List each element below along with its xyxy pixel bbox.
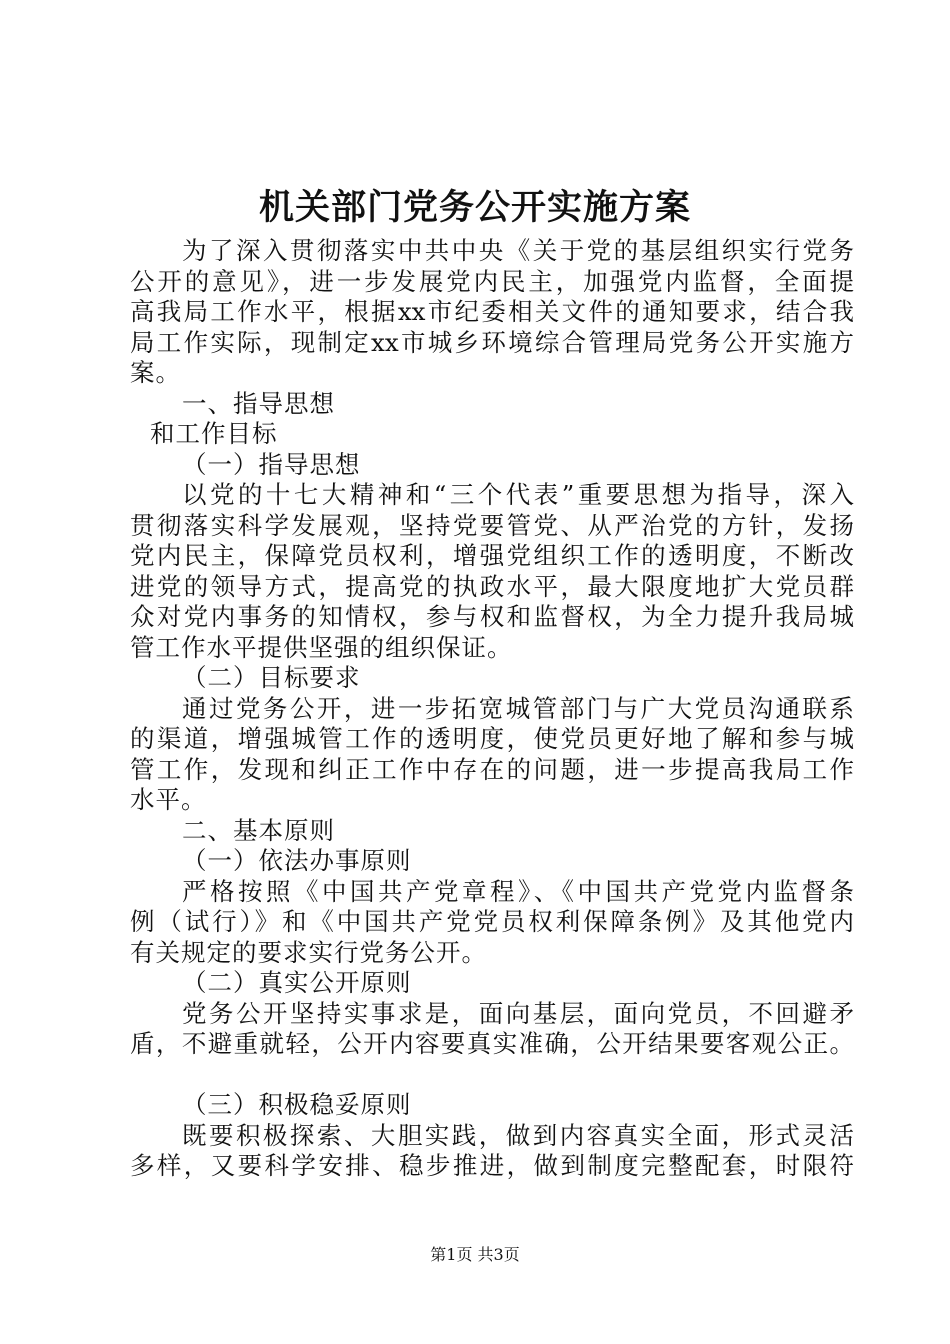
document-body xyxy=(130,236,854,1182)
paragraph-line: 为了深入贯彻落实中共中央《关于党的基层组织实行党务 xyxy=(182,236,854,265)
document-title: 机关部门党务公开实施方案 xyxy=(258,187,691,228)
section-heading: 和工作目标 xyxy=(150,419,278,448)
paragraph-line: 党务公开坚持实事求是，面向基层，面向党员，不回避矛 xyxy=(182,998,854,1028)
paragraph-line: 管工作水平提供坚强的组织保证。 xyxy=(130,632,513,662)
blank-line xyxy=(130,1060,854,1091)
paragraph-line: 的渠道，增强城管工作的透明度，使党员更好地了解和参与城 xyxy=(130,724,854,753)
paragraph-line: 多样，又要科学安排、稳步推进，做到制度完整配套，时限符 xyxy=(130,1151,854,1180)
paragraph-line: 有关规定的要求实行党务公开。 xyxy=(130,937,487,967)
subsection-heading: （一）指导思想 xyxy=(182,449,361,479)
paragraph-line: 高我局工作水平，根据xx市纪委相关文件的通知要求，结合我 xyxy=(130,297,854,326)
subsection-heading: （二）真实公开原则 xyxy=(182,968,412,997)
paragraph-line: 局工作实际，现制定xx市城乡环境综合管理局党务公开实施方 xyxy=(130,327,854,357)
paragraph-line: 进党的领导方式，提高党的执政水平，最大限度地扩大党员群 xyxy=(130,571,854,601)
section-heading: 一、指导思想 xyxy=(182,388,335,418)
paragraph-line: 既要积极探索、大胆实践，做到内容真实全面，形式灵活 xyxy=(182,1120,854,1150)
paragraph-line: 管工作，发现和纠正工作中存在的问题，进一步提高我局工作 xyxy=(130,754,854,784)
paragraph-line: 众对党内事务的知情权，参与权和监督权，为全力提升我局城 xyxy=(130,602,854,631)
subsection-heading: （二）目标要求 xyxy=(182,663,361,692)
paragraph-line: 水平。 xyxy=(130,785,207,814)
paragraph-line: 通过党务公开，进一步拓宽城管部门与广大党员沟通联系 xyxy=(182,693,854,723)
paragraph-line: 以党的十七大精神和“三个代表”重要思想为指导，深入 xyxy=(182,480,854,509)
paragraph-line: 严格按照《中国共产党章程》、《中国共产党党内监督条 xyxy=(182,876,854,906)
page-footer: 第1页 共3页 xyxy=(430,1245,520,1264)
paragraph-line: 党内民主，保障党员权利，增强党组织工作的透明度，不断改 xyxy=(130,541,854,570)
paragraph-line: 公开的意见》，进一步发展党内民主，加强党内监督，全面提 xyxy=(130,266,854,296)
paragraph-line: 例（试行）》和《中国共产党党员权利保障条例》及其他党内 xyxy=(130,907,854,936)
paragraph-line: 盾，不避重就轻，公开内容要真实准确，公开结果要客观公正。 xyxy=(130,1029,854,1058)
paragraph-line: 贯彻落实科学发展观，坚持党要管党、从严治党的方针，发扬 xyxy=(130,510,854,540)
subsection-heading: （一）依法办事原则 xyxy=(182,846,412,875)
section-heading: 二、基本原则 xyxy=(182,815,335,845)
subsection-heading: （三）积极稳妥原则 xyxy=(182,1090,412,1119)
paragraph-line: 案。 xyxy=(130,358,181,387)
